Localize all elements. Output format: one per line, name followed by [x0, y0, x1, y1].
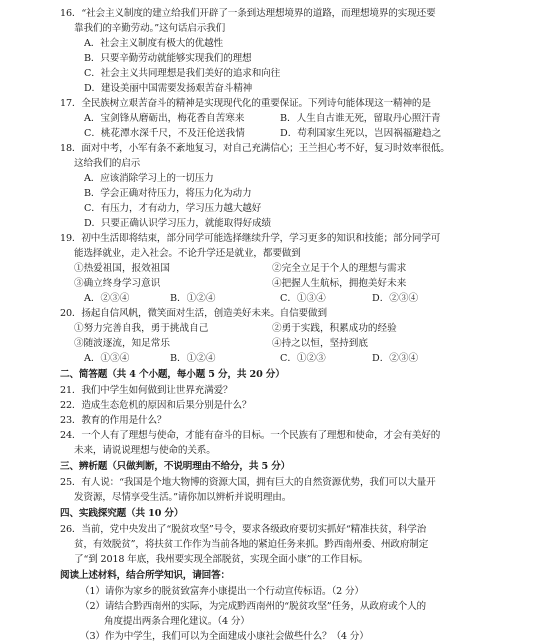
q16-stem-line2: 靠我们的辛勤劳动。”这句话启示我们: [74, 23, 226, 34]
q19-option-c: C．①③④: [280, 293, 326, 304]
q25-line1: 25．有人说：“我国是个地大物博的资源大国，拥有巨大的自然资源优势，我们可以大量开: [60, 477, 436, 488]
q19-item-2: ②完全立足于个人的理想与需求: [272, 263, 407, 274]
q26-sub-2-line2: 角度提出两条合理化建议。（4 分）: [104, 616, 250, 627]
q20-stem: 20．扬起自信风帆，微笑面对生活，创造美好未来。自信要做到: [60, 308, 327, 319]
section-2-title: 二、简答题（共 4 个小题，每小题 5 分，共 20 分）: [60, 369, 285, 380]
q18-option-b: B．学会正确对待压力，将压力化为动力: [84, 188, 252, 199]
q25-line2: 发资源，尽情享受生活。”请你加以辨析并说明理由。: [74, 492, 292, 503]
q26-prompt: 阅读上述材料，结合所学知识，请回答：: [60, 570, 230, 581]
q19-option-a: A．②③④: [84, 293, 130, 304]
q18-stem-line2: 这给我们的启示: [74, 158, 141, 169]
q26-line1: 26．当前，党中央发出了“脱贫攻坚”号令，要求各级政府要切实抓好“精准扶贫，科学治: [60, 524, 427, 535]
q19-item-1: ①热爱祖国，报效祖国: [74, 263, 170, 274]
q16-option-d: D．建设美丽中国需要发扬艰苦奋斗精神: [84, 83, 253, 94]
q26-sub-3: （3）作为中学生，我们可以为全面建成小康社会做些什么？（4 分）: [80, 631, 369, 642]
q19-item-3: ③确立终身学习意识: [74, 278, 161, 289]
q16-option-a: A．社会主义制度有极大的优越性: [84, 38, 223, 49]
q21: 21．我们中学生如何做到让世界充满爱？: [60, 385, 233, 396]
q17-option-c: C．桃花潭水深千尺，不及汪伦送我情: [84, 128, 245, 139]
q20-item-2: ②勇于实践，积累成功的经验: [272, 323, 397, 334]
q16-option-c: C．社会主义共同理想是我们美好的追求和向往: [84, 68, 281, 79]
q19-stem-line1: 19．初中生活即将结束，部分同学可能选择继续升学，学习更多的知识和技能；部分同学可: [60, 233, 441, 244]
q20-item-3: ③随波逐流，知足常乐: [74, 338, 170, 349]
q22: 22．造成生态危机的原因和后果分别是什么？: [60, 400, 252, 411]
q17-option-b: B．人生自古谁无死，留取丹心照汗青: [280, 113, 441, 124]
q19-stem-line2: 能选择就业，走入社会。不论升学还是就业，都要做到: [74, 248, 301, 259]
q18-option-d: D．只要正确认识学习压力，就能取得好成绩: [84, 218, 271, 229]
q26-line3: 了“到 2018 年底，我州要实现全部脱贫，实现全面小康”的工作目标。: [74, 554, 369, 565]
q24-line1: 24．一个人有了理想与使命，才能有奋斗的目标。一个民族有了理想和使命，才会有美好的: [60, 430, 441, 441]
q23: 23．教育的作用是什么？: [60, 415, 167, 426]
q20-option-c: C．①②③: [280, 353, 326, 364]
q17-option-d: D．苟利国家生死以，岂因祸福避趋之: [280, 128, 442, 139]
section-3-title: 三、辨析题（只做判断，不说明理由不给分，共 5 分）: [60, 461, 291, 472]
q26-sub-1: （1）请你为家乡的脱贫致富奔小康提出一个行动宣传标语。（2 分）: [80, 586, 364, 597]
q24-line2: 未来，请说说理想与使命的关系。: [74, 445, 216, 456]
q20-item-4: ④持之以恒，坚持到底: [272, 338, 368, 349]
q18-option-a: A．应该消除学习上的一切压力: [84, 173, 214, 184]
q19-item-4: ④把握人生航标，拥抱美好未来: [272, 278, 407, 289]
q20-option-a: A．①③④: [84, 353, 130, 364]
q17-option-a: A．宝剑锋从磨砺出，梅花香自苦寒来: [84, 113, 245, 124]
q17-stem: 17．全民族树立艰苦奋斗的精神是实现现代化的重要保证。下列诗句能体现这一精神的是: [60, 98, 431, 109]
q18-stem-line1: 18．面对中考，小军有条不紊地复习，对自己充满信心；王兰担心考不好，复习时效率很低。: [60, 143, 450, 154]
q26-sub-2-line1: （2）请结合黔西南州的实际，为完成黔西南州的“脱贫攻坚”任务，从政府或个人的: [80, 601, 426, 612]
q16-option-b: B．只要辛勤劳动就能够实现我们的理想: [84, 53, 252, 64]
q16-stem-line1: 16．“社会主义制度的建立给我们开辟了一条到达理想境界的道路，而理想境界的实现还要: [60, 8, 436, 19]
q20-item-1: ①努力完善自我，勇于挑战自己: [74, 323, 209, 334]
q19-option-d: D．②③④: [372, 293, 419, 304]
section-4-title: 四、实践探究题（共 10 分）: [60, 508, 184, 519]
q19-option-b: B．①②④: [170, 293, 216, 304]
q20-option-d: D．②③④: [372, 353, 419, 364]
q26-line2: 贫，有效脱贫”，将扶贫工作作为当前各地的紧迫任务来抓。黔西南州委、州政府制定: [74, 539, 429, 550]
q20-option-b: B．①②④: [170, 353, 216, 364]
q18-option-c: C．有压力，才有动力，学习压力越大越好: [84, 203, 262, 214]
